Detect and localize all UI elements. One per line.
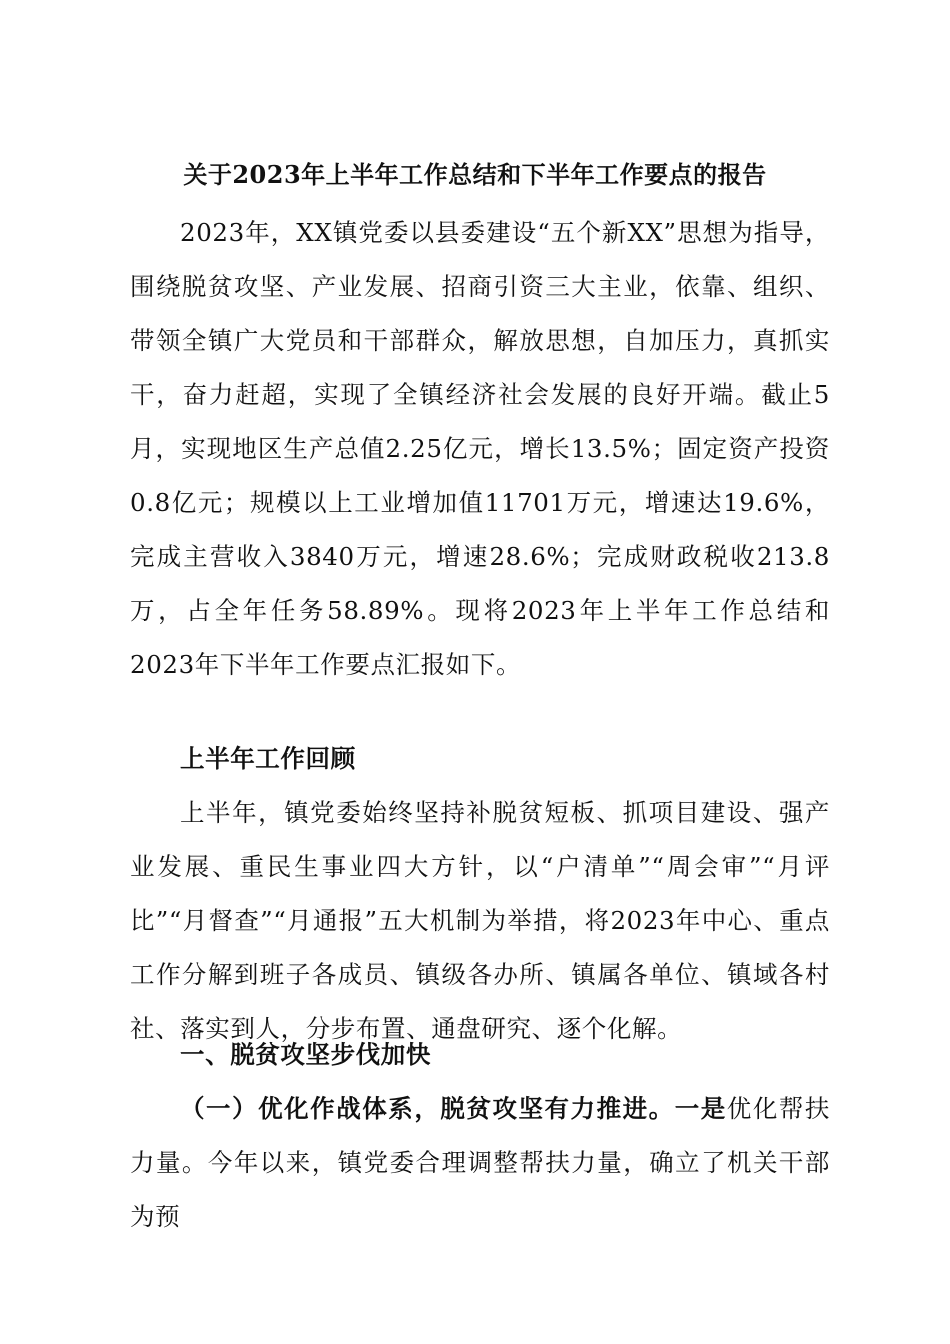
subsection-heading: 一、脱贫攻坚步伐加快 [180, 1040, 431, 1069]
item-one-bold-lead: （一）优化作战体系，脱贫攻坚有力推进。一是 [180, 1094, 727, 1123]
intro-paragraph: 2023年，XX镇党委以县委建设“五个新XX”思想为指导，围绕脱贫攻坚、产业发展、招商引资三大主业，依靠、组织、带领全镇广大党员和干部群众，解放思想，自加压力，真抓实干，奋力赶超，实现了全镇经济社会发展的良好开端。截止5月，实现地区生产总值2.25亿元，增长13.5%；固定资产投资0.8亿元；规模以上工业增加值11701万元，增速达19.6%，完成主营收入3840万元，增速28.6%；完成财政税收213.8万，占全年任务58.89%。现将2023年上半年工作总结和2023年下半年工作要点汇报如下。 [130, 218, 830, 679]
section-heading: 上半年工作回顾 [180, 744, 356, 773]
item-one-paragraph [130, 1082, 830, 1244]
item-one-text: 优化帮扶力量。今年以来，镇党委合理调整帮扶力量，确立了机关干部为预 [130, 1094, 830, 1231]
review-paragraph: 上半年，镇党委始终坚持补脱贫短板、抓项目建设、强产业发展、重民生事业四大方针，以“户清单”“周会审”“月评比”“月督查”“月通报”五大机制为举措，将2023年中心、重点工作分解到班子各成员、镇级各办所、镇属各单位、镇域各村社、落实到人，分步布置、通盘研究、逐个化解。 [130, 798, 830, 1043]
document-title: 关于2023年上半年工作总结和下半年工作要点的报告 [183, 160, 767, 189]
